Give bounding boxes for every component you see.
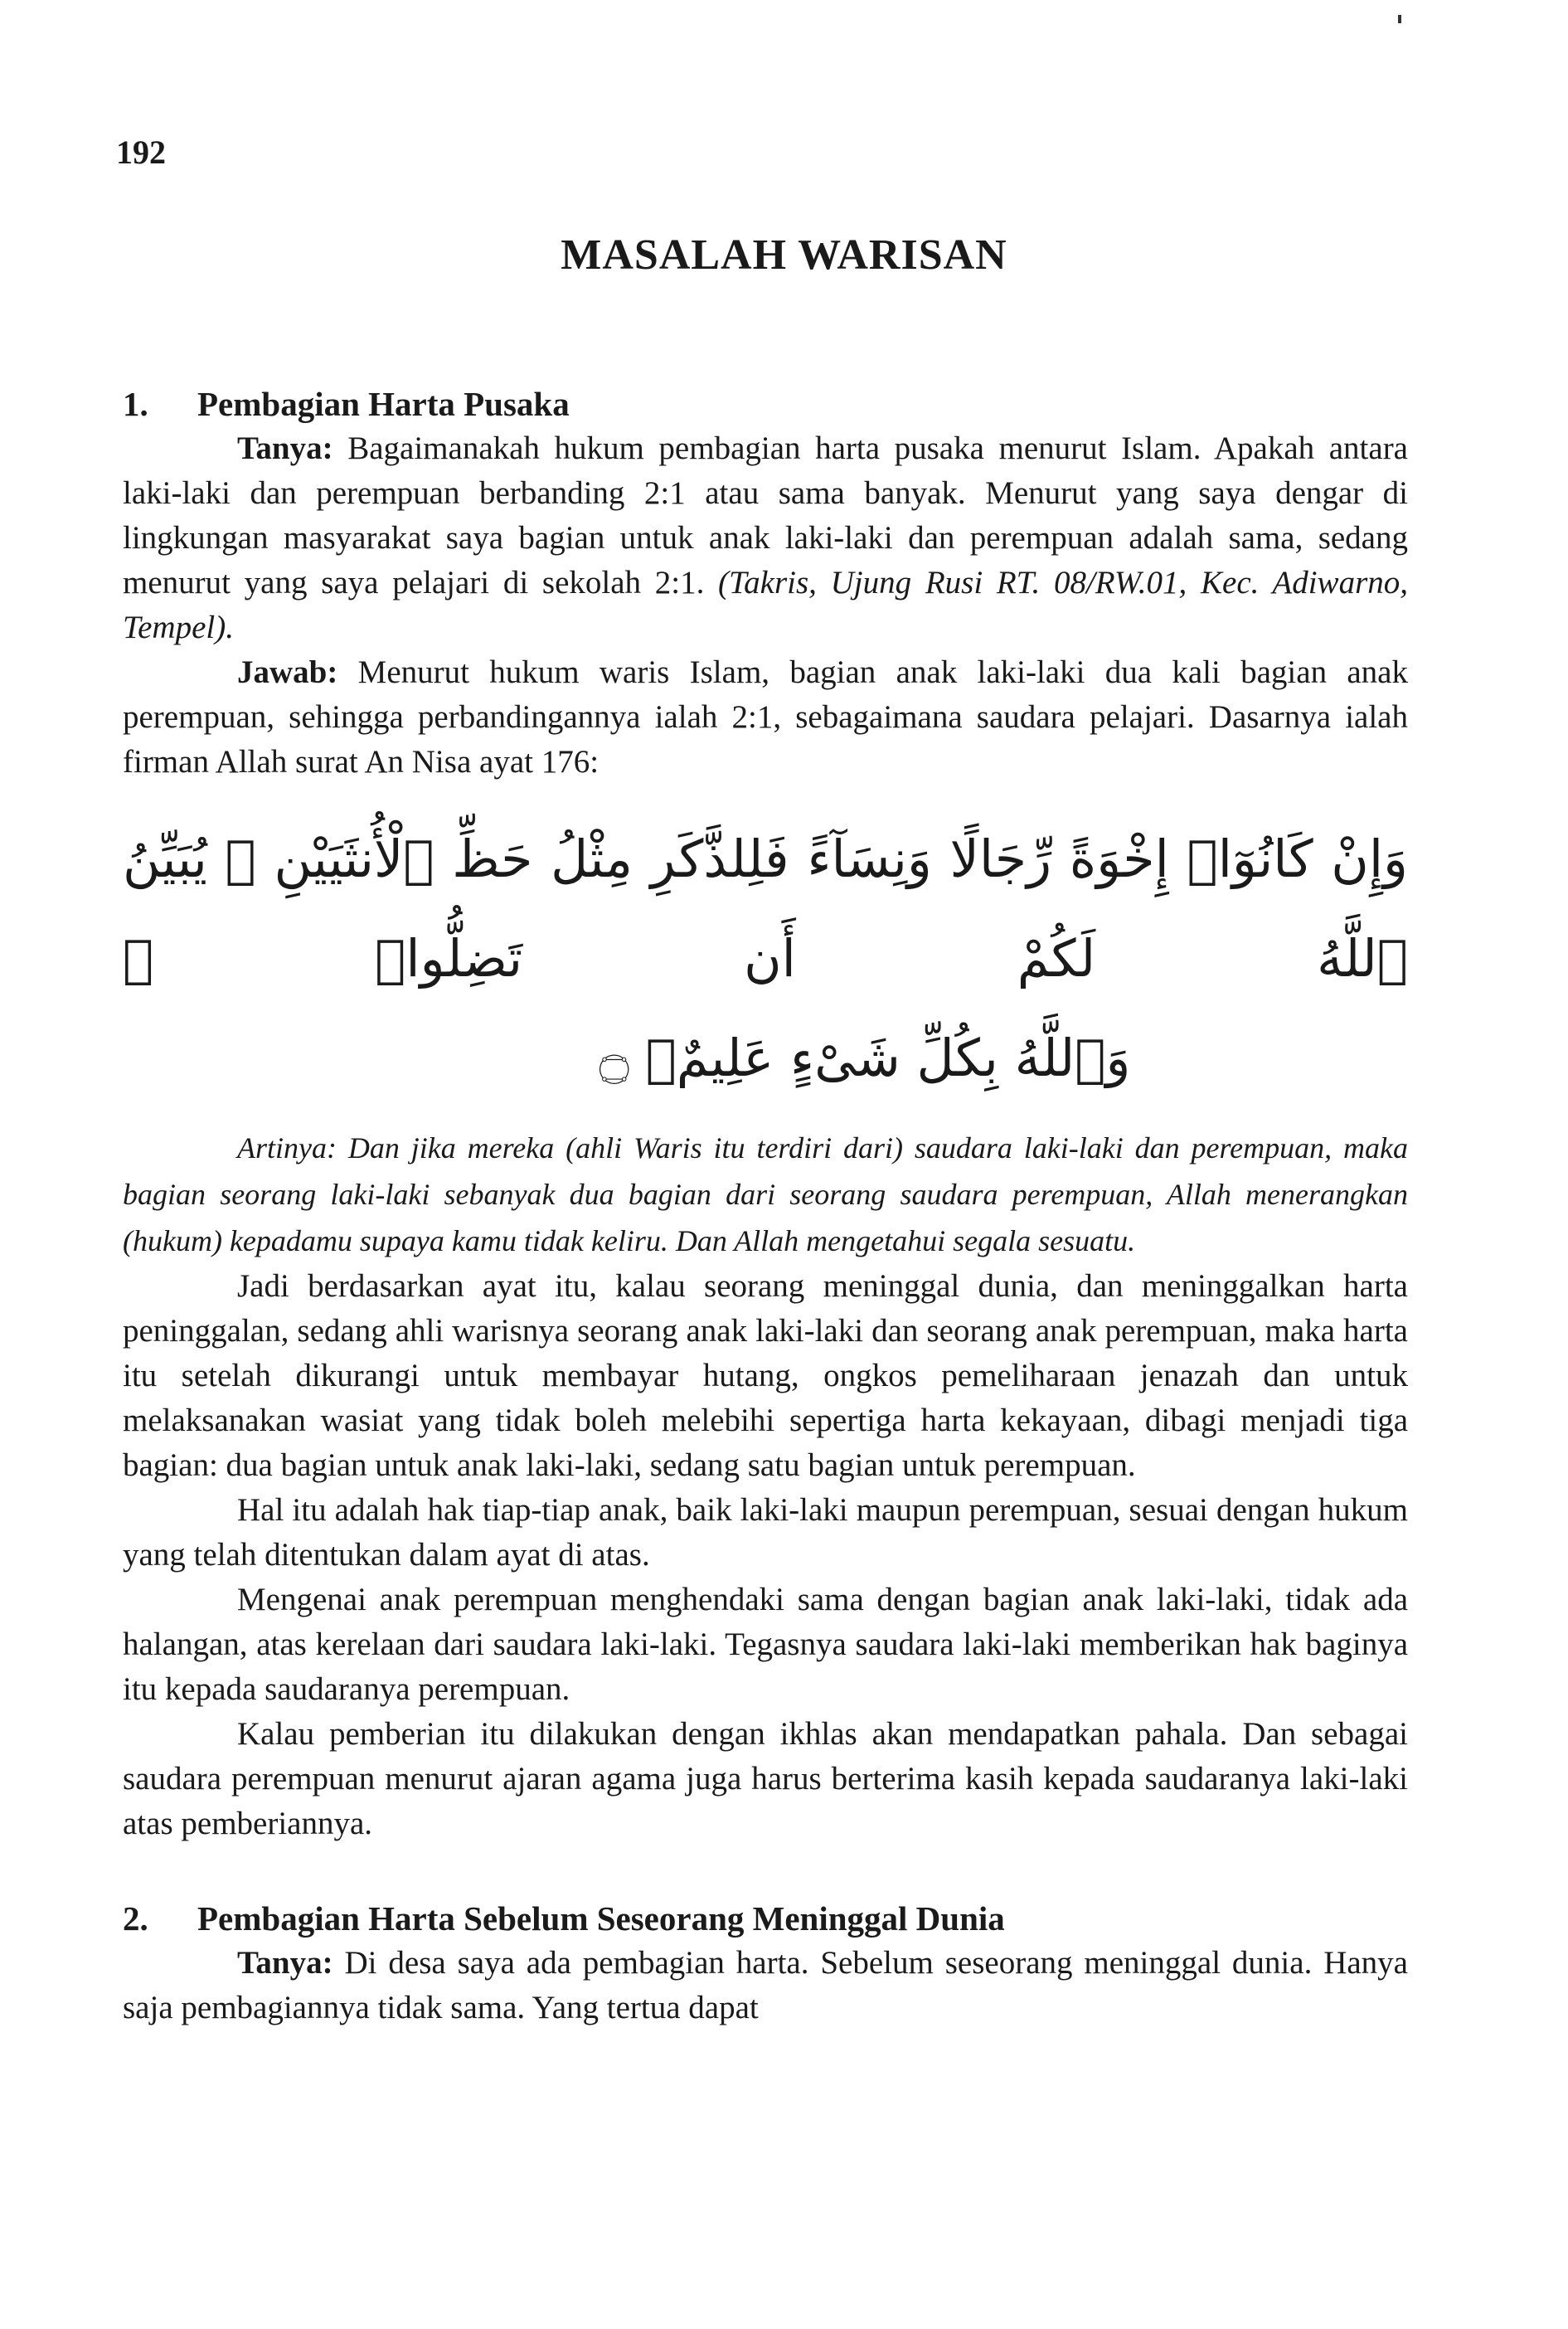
section-title: Pembagian Harta Sebelum Seseorang Meninggal Dunia	[197, 1899, 1005, 1938]
quran-verse	[123, 810, 1408, 1108]
question-text: Di desa saya ada pembagian harta. Sebelum seseorang meninggal dunia. Hanya saja pembagiannya tidak sama. Yang tertua dapat	[123, 1945, 1408, 2025]
body-paragraph: Jadi berdasarkan ayat itu, kalau seorang meninggal dunia, dan meninggalkan harta peninggalan, sedang ahli warisnya seorang anak laki-laki dan seorang anak perempuan, maka harta itu setelah dikurangi untuk membayar hutang, ongkos pemeliharaan jenazah dan untuk melaksanakan wasiat yang tidak boleh melebihi sepertiga harta kekayaan, dibagi menjadi tiga bagian: dua bagian untuk anak laki-laki, sedang satu bagian untuk perempuan.	[123, 1268, 1408, 1483]
section-spacer	[123, 1846, 1408, 1896]
answer-label: Jawab:	[237, 654, 338, 690]
section-1-heading	[123, 382, 1408, 426]
question-label: Tanya:	[237, 1945, 333, 1981]
section-2-heading	[123, 1896, 1408, 1941]
body-paragraph: Mengenai anak perempuan menghendaki sama dengan bagian anak laki-laki, tidak ada halangan, atas kerelaan dari saudara laki-laki. Tegasnya saudara laki-laki memberikan hak baginya itu kepada saudaranya perempuan.	[123, 1582, 1408, 1707]
chapter-title: MASALAH WARISAN	[561, 231, 1007, 279]
question-paragraph	[123, 426, 1408, 650]
question-paragraph	[123, 1941, 1408, 2030]
page-content	[123, 382, 1408, 2030]
answer-paragraph	[123, 650, 1408, 785]
scan-speck	[1398, 15, 1401, 23]
question-label: Tanya:	[237, 430, 333, 466]
page-number: 192	[116, 134, 166, 171]
verse-translation: Artinya: Dan jika mereka (ahli Waris itu terdiri dari) saudara laki-laki dan perempuan, maka bagian seorang laki-laki sebanyak dua bagian dari seorang saudara perempuan, Allah menerangkan (hukum) kepadamu supaya kamu tidak keliru. Dan Allah mengetahui segala sesuatu.	[123, 1131, 1408, 1257]
answer-text: Menurut hukum waris Islam, bagian anak laki-laki dua kali bagian anak perempuan, sehingga perbandingannya ialah 2:1, sebagaimana saudara pelajari. Dasarnya ialah firman Allah surat An Nisa ayat 176:	[123, 654, 1408, 780]
question-source: (Takris, Ujung Rusi RT. 08/RW.01, Kec. Adiwarno, Tempel).	[123, 565, 1408, 645]
quran-verse-line-1: وَإِنْ كَانُوٓا۟ إِخْوَةً رِّجَالًا وَنِسَآءً فَلِلذَّكَرِ مِثْلُ حَظِّ ٱلْأُنثَيَيْنِ ۗ يُبَيِّنُ ٱللَّهُ لَكُمْ أَن تَضِلُّوا۟ ۗ	[123, 829, 1408, 989]
quran-verse-line-2: وَٱللَّهُ بِكُلِّ شَىْءٍ عَلِيمٌۢ ۝	[599, 1028, 1131, 1088]
section-title: Pembagian Harta Pusaka	[197, 385, 570, 423]
body-paragraph: Hal itu adalah hak tiap-tiap anak, baik laki-laki maupun perempuan, sesuai dengan hukum yang telah ditentukan dalam ayat di atas.	[123, 1492, 1408, 1573]
section-number: 2.	[123, 1899, 148, 1938]
question-text: Bagaimanakah hukum pembagian harta pusaka menurut Islam. Apakah antara laki-laki dan perempuan berbanding 2:1 atau sama banyak. Menurut yang saya dengar di lingkungan masyarakat saya bagian untuk anak laki-laki dan perempuan adalah sama, sedang menurut yang saya pelajari di sekolah 2:1.	[123, 430, 1408, 600]
body-paragraph: Kalau pemberian itu dilakukan dengan ikhlas akan mendapatkan pahala. Dan sebagai saudara perempuan menurut ajaran agama juga harus berterima kasih kepada saudaranya laki-laki atas pemberiannya.	[123, 1716, 1408, 1841]
section-number: 1.	[123, 385, 148, 423]
